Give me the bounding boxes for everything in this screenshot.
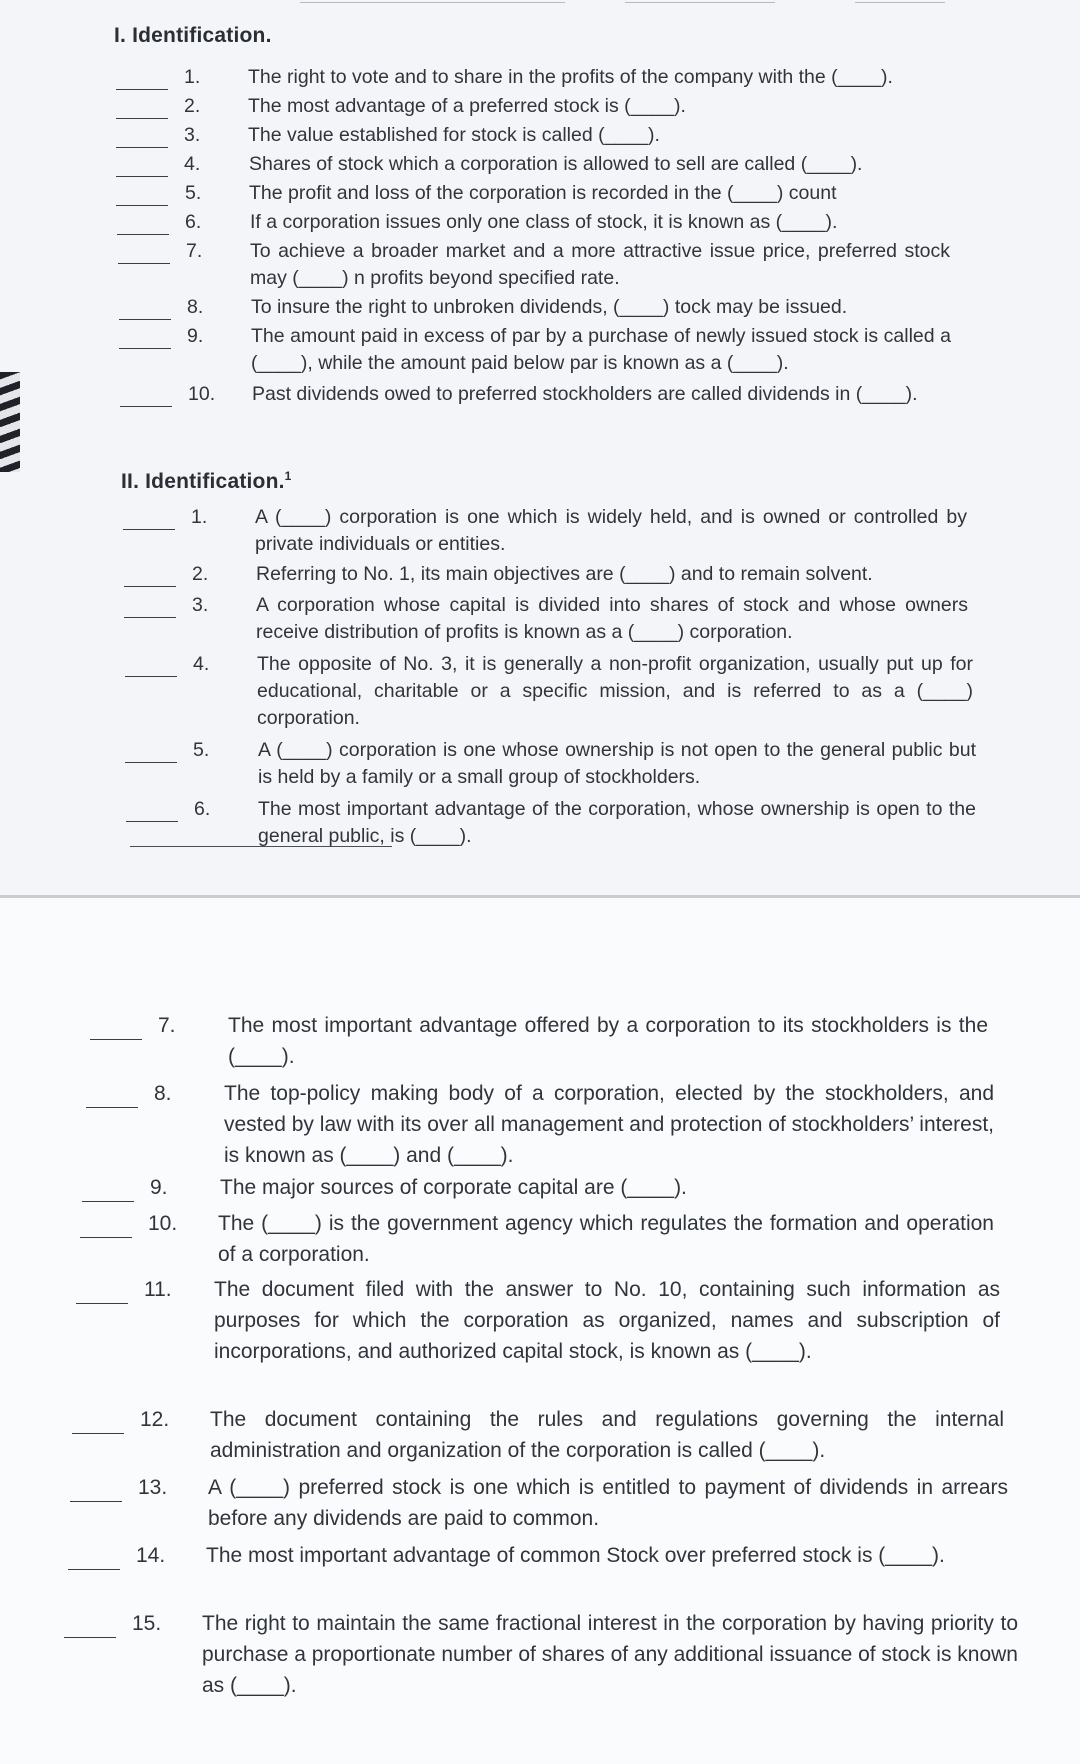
question-number: 12.	[140, 1408, 170, 1431]
answer-blank[interactable]	[123, 529, 175, 530]
answer-blank[interactable]	[118, 263, 170, 264]
question-number: 1.	[191, 506, 208, 528]
question-text: The (____) is the government agency which regulates the formation and operation of a corporation.	[218, 1212, 994, 1266]
question-number: 10.	[188, 383, 216, 405]
question-number: 10.	[148, 1212, 178, 1235]
question-text: The document containing the rules and regulations governing the internal administration and organization of the corporation is called (____).	[210, 1408, 1004, 1462]
answer-blank[interactable]	[64, 1637, 116, 1638]
answer-blank[interactable]	[119, 348, 171, 349]
question-number: 9.	[150, 1176, 168, 1199]
question-text: Past dividends owed to preferred stockholders are called dividends in (____).	[252, 383, 918, 405]
worksheet-bottom-page	[0, 898, 1080, 1764]
answer-blank[interactable]	[72, 1433, 124, 1434]
question-text: To achieve a broader market and a more attractive issue price, preferred stock may (____) n profits beyond specified rate.	[250, 240, 950, 289]
question-number: 9.	[187, 325, 204, 347]
answer-blank[interactable]	[80, 1237, 132, 1238]
question-text: A corporation whose capital is divided into shares of stock and whose owners receive distribution of profits is known as a (____) corporation.	[256, 594, 968, 643]
question-text: A (____) corporation is one which is widely held, and is owned or controlled by private individuals or entities.	[255, 506, 967, 555]
answer-blank[interactable]	[124, 586, 176, 587]
question-text: The most advantage of a preferred stock is (____).	[248, 95, 686, 117]
answer-blank[interactable]	[117, 234, 169, 235]
question-text: The right to vote and to share in the profits of the company with the (____).	[248, 66, 893, 88]
question-number: 5.	[193, 739, 210, 761]
question-text: The top-policy making body of a corporation, elected by the stockholders, and vested by law with its over all management and protection of stockholders’ interest, is known as (____) and (____).	[224, 1082, 994, 1167]
section-2-title	[121, 469, 292, 494]
question-number: 15.	[132, 1612, 162, 1635]
answer-blank[interactable]	[116, 147, 168, 148]
question-number: 14.	[136, 1544, 166, 1567]
question-text: Referring to No. 1, its main objectives are (____) and to remain solvent.	[256, 563, 873, 585]
footnote-marker: 1	[284, 469, 292, 483]
answer-blank[interactable]	[120, 406, 172, 407]
question-text: The major sources of corporate capital are (____).	[220, 1176, 687, 1199]
question-text: A (____) corporation is one whose ownership is not open to the general public but is held by a family or a small group of stockholders.	[258, 739, 976, 788]
question-text: The most important advantage of the corporation, whose ownership is open to the general public, is (____).	[258, 798, 976, 847]
question-number: 6.	[185, 211, 202, 233]
answer-blank[interactable]	[116, 118, 168, 119]
question-text: The most important advantage offered by a corporation to its stockholders is the (____).	[228, 1014, 988, 1068]
question-number: 2.	[192, 563, 209, 585]
answer-blank[interactable]	[119, 319, 171, 320]
question-text: If a corporation issues only one class of stock, it is known as (____).	[250, 211, 838, 233]
question-number: 8.	[187, 296, 204, 318]
question-text: The amount paid in excess of par by a purchase of newly issued stock is called a (____), while the amount paid below par is known as a (____).	[251, 325, 951, 374]
answer-blank[interactable]	[76, 1303, 128, 1304]
question-number: 8.	[154, 1082, 172, 1105]
question-text: The profit and loss of the corporation is recorded in the (____) count	[249, 182, 837, 204]
question-number: 4.	[184, 153, 201, 175]
page-edge-lines	[0, 0, 1080, 6]
answer-blank[interactable]	[116, 176, 168, 177]
question-text: A (____) preferred stock is one which is entitled to payment of dividends in arrears before any dividends are paid to common.	[208, 1476, 1008, 1530]
answer-blank[interactable]	[70, 1501, 122, 1502]
answer-blank[interactable]	[124, 617, 176, 618]
answer-blank[interactable]	[68, 1569, 120, 1570]
question-text: The right to maintain the same fractional interest in the corporation by having priority to purchase a proportionate number of shares of any additional issuance of stock is known as (____).	[202, 1612, 1018, 1697]
question-number: 3.	[184, 124, 201, 146]
question-text: To insure the right to unbroken dividends, (____) tock may be issued.	[251, 296, 848, 318]
question-text: The opposite of No. 3, it is generally a non-profit organization, usually put up for educational, charitable or a specific mission, and is referred to as a (____) corporation.	[257, 653, 973, 729]
answer-blank[interactable]	[125, 762, 177, 763]
background-object	[0, 372, 20, 472]
answer-blank[interactable]	[86, 1107, 138, 1108]
question-text: The value established for stock is called (____).	[248, 124, 660, 146]
answer-blank[interactable]	[126, 821, 178, 822]
section-2-title-text: II. Identification.	[121, 470, 285, 493]
question-number: 13.	[138, 1476, 168, 1499]
answer-blank[interactable]	[116, 205, 168, 206]
footnote-separator	[130, 846, 392, 847]
section-1-title: I. Identification.	[114, 24, 272, 47]
question-number: 7.	[158, 1014, 176, 1037]
question-number: 3.	[192, 594, 209, 616]
answer-blank[interactable]	[116, 89, 168, 90]
question-number: 1.	[184, 66, 201, 88]
question-number: 6.	[194, 798, 211, 820]
question-number: 7.	[186, 240, 203, 262]
question-number: 2.	[184, 95, 201, 117]
answer-blank[interactable]	[82, 1201, 134, 1202]
question-text: Shares of stock which a corporation is allowed to sell are called (____).	[249, 153, 863, 175]
answer-blank[interactable]	[90, 1039, 142, 1040]
question-text: The most important advantage of common Stock over preferred stock is (____).	[206, 1544, 945, 1567]
answer-blank[interactable]	[125, 676, 177, 677]
question-number: 4.	[193, 653, 210, 675]
question-number: 5.	[185, 182, 202, 204]
question-text: The document filed with the answer to No. 10, containing such information as purposes for which the corporation as organized, names and subscription of incorporations, and authorized capital stock, is known as (____).	[214, 1278, 1000, 1363]
question-number: 11.	[144, 1278, 172, 1301]
